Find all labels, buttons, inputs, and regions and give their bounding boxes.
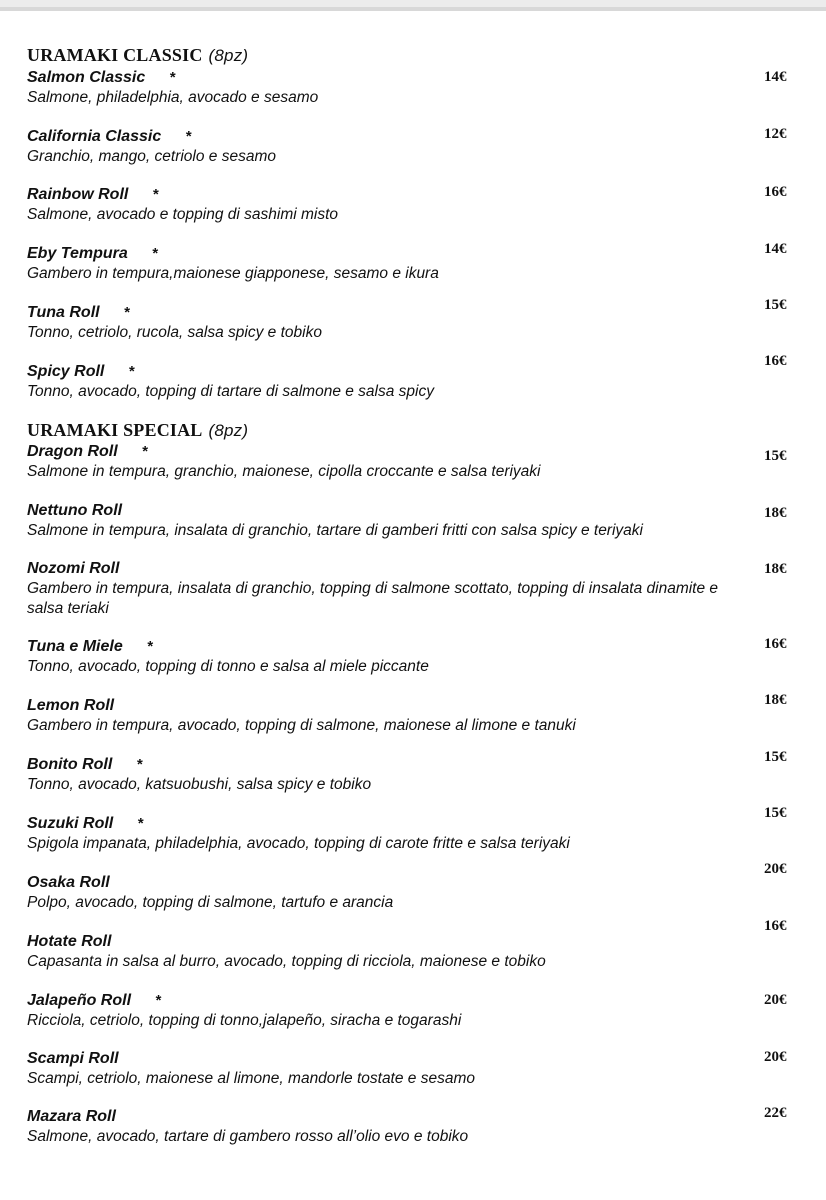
- item-star: *: [155, 992, 161, 1009]
- item-description: Scampi, cetriolo, maionese al limone, mandorle tostate e sesamo: [27, 1070, 475, 1087]
- menu-item: [27, 696, 757, 736]
- section-title-text: URAMAKI CLASSIC: [27, 45, 203, 65]
- item-description: Ricciola, cetriolo, topping di tonno,jalapeño, siracha e togarashi: [27, 1012, 462, 1029]
- item-price: 20€: [764, 861, 787, 877]
- item-name: Tuna e Miele: [27, 638, 123, 655]
- menu-item: [27, 68, 757, 108]
- item-description: Spigola impanata, philadelphia, avocado, topping di carote fritte e salsa teriyaki: [27, 835, 570, 852]
- menu-item: [27, 637, 757, 677]
- menu-item: [27, 244, 757, 284]
- item-price: 16€: [764, 636, 787, 652]
- item-price: 15€: [764, 805, 787, 821]
- item-name: Jalapeño Roll: [27, 992, 132, 1009]
- item-price: 16€: [764, 184, 787, 200]
- item-description: Granchio, mango, cetriolo e sesamo: [27, 148, 276, 165]
- item-name: Osaka Roll: [27, 874, 110, 891]
- item-name: Scampi Roll: [27, 1050, 119, 1067]
- menu-item: [27, 185, 757, 225]
- item-price: 12€: [764, 126, 787, 142]
- item-price: 20€: [764, 992, 787, 1008]
- item-star: *: [152, 186, 159, 203]
- section-qty: (8pz): [208, 46, 249, 65]
- item-description: Gambero in tempura,maionese giapponese, sesamo e ikura: [27, 265, 439, 282]
- menu-item: [27, 873, 757, 913]
- item-name: Rainbow Roll: [27, 186, 129, 203]
- item-name: Spicy Roll: [27, 363, 105, 380]
- item-price: 18€: [764, 692, 787, 708]
- menu-item: [27, 1049, 757, 1089]
- item-name: Dragon Roll: [27, 443, 118, 460]
- item-name: Tuna Roll: [27, 304, 100, 321]
- section-title-text: URAMAKI SPECIAL: [27, 420, 203, 440]
- item-name: Eby Tempura: [27, 245, 128, 262]
- item-name: Salmon Classic: [27, 69, 146, 86]
- menu-item: [27, 362, 757, 402]
- item-description: Tonno, avocado, katsuobushi, salsa spicy e tobiko: [27, 776, 372, 793]
- menu-item: [27, 814, 757, 854]
- item-description: Salmone, avocado, tartare di gambero rosso all’olio evo e tobiko: [27, 1128, 469, 1145]
- item-price: 15€: [764, 448, 787, 464]
- item-price: 14€: [764, 241, 787, 257]
- item-star: *: [141, 443, 148, 460]
- item-star: *: [123, 304, 130, 321]
- item-price: 18€: [764, 561, 787, 577]
- item-name: Bonito Roll: [27, 756, 113, 773]
- item-name: Lemon Roll: [27, 697, 115, 714]
- item-star: *: [169, 69, 176, 86]
- top-divider: [0, 7, 826, 11]
- menu-item: [27, 559, 757, 619]
- section-qty: (8pz): [208, 421, 249, 440]
- item-description: Salmone, avocado e topping di sashimi misto: [27, 206, 339, 223]
- menu-item: [27, 127, 757, 167]
- menu-item: [27, 755, 757, 795]
- item-star: *: [185, 128, 192, 145]
- item-name: Suzuki Roll: [27, 815, 114, 832]
- item-price: 20€: [764, 1049, 787, 1065]
- item-star: *: [136, 756, 143, 773]
- menu-item: [27, 1107, 757, 1147]
- item-description: Tonno, avocado, topping di tonno e salsa al miele piccante: [27, 658, 429, 675]
- menu-item: [27, 932, 757, 972]
- item-name: Hotate Roll: [27, 933, 112, 950]
- item-price: 18€: [764, 505, 787, 521]
- item-description: Salmone in tempura, granchio, maionese, cipolla croccante e salsa teriyaki: [27, 463, 541, 480]
- item-description: Gambero in tempura, avocado, topping di salmone, maionese al limone e tanuki: [27, 717, 576, 734]
- item-description: Salmone in tempura, insalata di granchio, tartare di gamberi fritti con salsa spicy e teriyaki: [27, 522, 643, 539]
- item-description: Polpo, avocado, topping di salmone, tartufo e arancia: [27, 894, 394, 911]
- item-description: Capasanta in salsa al burro, avocado, topping di ricciola, maionese e tobiko: [27, 953, 546, 970]
- item-name: California Classic: [27, 128, 162, 145]
- item-name: Nettuno Roll: [27, 502, 123, 519]
- item-star: *: [146, 638, 153, 655]
- menu-item: [27, 303, 757, 343]
- item-star: *: [128, 363, 135, 380]
- item-description: Tonno, cetriolo, rucola, salsa spicy e tobiko: [27, 324, 322, 341]
- item-star: *: [151, 245, 158, 262]
- item-description: Gambero in tempura, insalata di granchio, topping di salmone scottato, topping di insalata dinamite e salsa teriaki: [27, 580, 719, 617]
- menu-item: [27, 501, 757, 541]
- item-name: Nozomi Roll: [27, 560, 120, 577]
- menu-item: [27, 442, 757, 482]
- item-description: Tonno, avocado, topping di tartare di salmone e salsa spicy: [27, 383, 434, 400]
- item-name: Mazara Roll: [27, 1108, 116, 1125]
- item-price: 14€: [764, 69, 787, 85]
- item-price: 15€: [764, 749, 787, 765]
- item-description: Salmone, philadelphia, avocado e sesamo: [27, 89, 319, 106]
- item-price: 22€: [764, 1105, 787, 1121]
- item-price: 16€: [764, 918, 787, 934]
- menu-item: [27, 991, 757, 1031]
- item-star: *: [137, 815, 144, 832]
- section-title-uramaki-classic: [27, 45, 248, 66]
- menu-page: [0, 7, 826, 1200]
- section-title-uramaki-special: [27, 420, 248, 441]
- item-price: 16€: [764, 353, 787, 369]
- item-price: 15€: [764, 297, 787, 313]
